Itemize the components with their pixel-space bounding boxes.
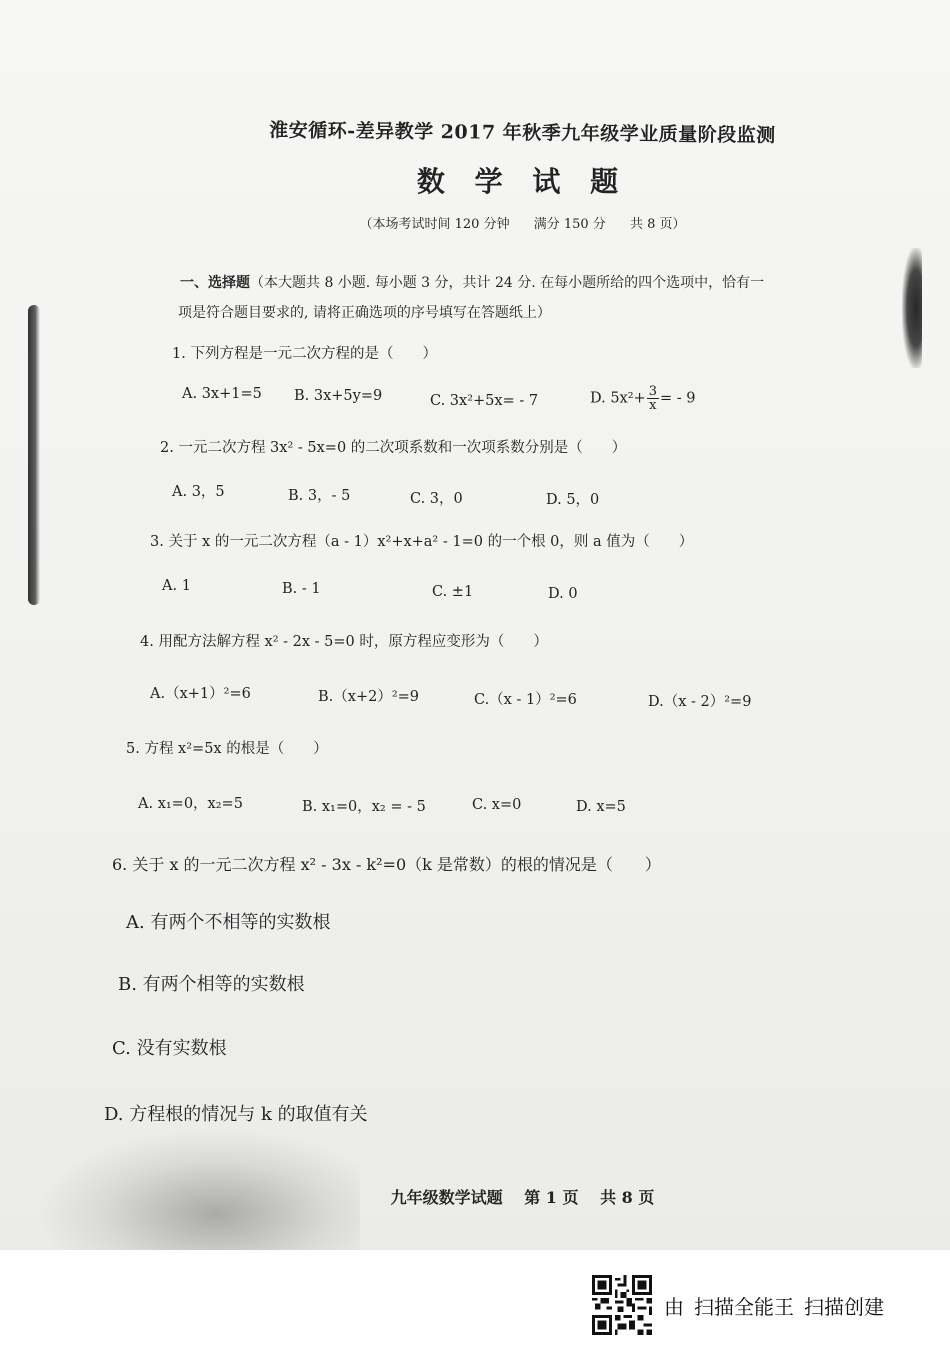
question-1-option-c: C. 3x²+5x= - 7 xyxy=(430,393,539,409)
question-6-stem: 6. 关于 x 的一元二次方程 x² - 3x - k²=0（k 是常数）的根的情况是（ ） xyxy=(112,855,661,874)
question-5-stem: 5. 方程 x²=5x 的根是（ ） xyxy=(126,741,328,757)
question-6-option-c: C. 没有实数根 xyxy=(112,1038,227,1059)
scanner-watermark xyxy=(664,1291,894,1320)
question-4-option-d: D.（x - 2）²=9 xyxy=(648,694,752,710)
section-heading: 一、选择题 xyxy=(180,275,250,291)
question-3-option-d: D. 0 xyxy=(548,586,578,602)
exam-title: 淮安循环-差异教学 2017 年秋季九年级学业质量阶段监测 xyxy=(269,119,776,147)
section-intro-line2: 项是符合题目要求的, 请将正确选项的序号填写在答题纸上） xyxy=(178,305,551,321)
question-6-option-d: D. 方程根的情况与 k 的取值有关 xyxy=(104,1104,368,1125)
question-4-stem: 4. 用配方法解方程 x² - 2x - 5=0 时，原方程应变形为（ ） xyxy=(140,634,548,650)
exam-pages: 共 8 页） xyxy=(629,217,686,232)
question-2-option-c: C. 3，0 xyxy=(410,491,463,507)
section-intro-line1: （本大题共 8 小题. 每小题 3 分，共计 24 分. 在每小题所给的四个选项中，恰有一 xyxy=(250,275,765,291)
scanner-prefix: 由 xyxy=(664,1295,684,1319)
question-1-option-d-tail: = - 9 xyxy=(659,390,696,407)
exam-time: （本场考试时间 120 分钟 xyxy=(359,217,510,232)
question-4-option-a: A.（x+1）²=6 xyxy=(150,686,251,702)
scan-smudge-left xyxy=(28,305,40,605)
exam-meta xyxy=(0,213,950,232)
scan-smudge-right xyxy=(902,248,922,368)
question-2-option-b: B. 3，- 5 xyxy=(288,488,351,504)
scanner-suffix: 扫描创建 xyxy=(804,1295,884,1319)
question-1-option-a: A. 3x+1=5 xyxy=(182,386,262,402)
question-3-option-c: C. ±1 xyxy=(432,584,474,600)
fraction xyxy=(647,385,659,412)
question-1-stem: 1. 下列方程是一元二次方程的是（ ） xyxy=(172,346,437,362)
question-3-stem: 3. 关于 x 的一元二次方程（a - 1）x²+x+a² - 1=0 的一个根 0，则 a 值为（ ） xyxy=(150,534,694,550)
exam-subject: 数 学 试 题 xyxy=(416,165,629,198)
question-3-option-a: A. 1 xyxy=(162,578,191,594)
question-2-option-a: A. 3，5 xyxy=(172,484,225,500)
footer-name: 九年级数学试题 xyxy=(390,1188,503,1207)
question-2-stem: 2. 一元二次方程 3x² - 5x=0 的二次项系数和一次项系数分别是（ ） xyxy=(160,440,627,456)
question-1-option-d-label: D. 5x²+ xyxy=(590,390,646,407)
question-1-option-b: B. 3x+5y=9 xyxy=(294,388,383,404)
question-4-option-c: C.（x - 1）²=6 xyxy=(474,692,577,708)
question-5-option-c: C. x=0 xyxy=(472,797,522,813)
scanner-app-name: 扫描全能王 xyxy=(694,1295,794,1319)
qr-code-icon xyxy=(592,1275,652,1335)
page-footer xyxy=(0,1185,950,1208)
question-1-option-d xyxy=(590,385,695,412)
footer-total: 共 8 页 xyxy=(600,1188,655,1207)
question-6-option-b: B. 有两个相等的实数根 xyxy=(118,974,305,995)
exam-score: 满分 150 分 xyxy=(533,217,606,232)
question-5-option-b: B. x₁=0，x₂ = - 5 xyxy=(302,799,426,815)
question-4-option-b: B.（x+2）²=9 xyxy=(318,689,420,705)
question-3-option-b: B. - 1 xyxy=(282,581,321,597)
section-intro xyxy=(180,272,764,292)
question-5-option-d: D. x=5 xyxy=(576,799,626,815)
footer-page: 第 1 页 xyxy=(524,1188,579,1207)
question-6-option-a: A. 有两个不相等的实数根 xyxy=(126,912,331,933)
question-2-option-d: D. 5，0 xyxy=(546,492,600,508)
fraction-denominator: x xyxy=(649,398,657,413)
fraction-numerator: 3 xyxy=(648,384,657,399)
question-5-option-a: A. x₁=0，x₂=5 xyxy=(138,796,243,812)
